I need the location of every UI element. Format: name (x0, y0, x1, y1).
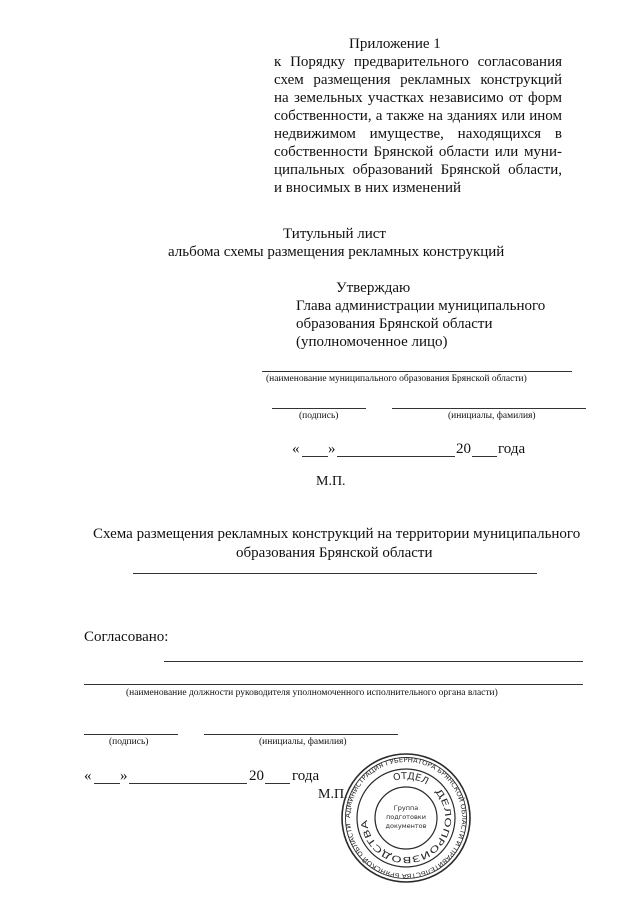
agreed-seal-place: М.П. (318, 787, 348, 802)
agreed-date-year-line (265, 783, 290, 784)
approve-line-3: (уполномоченное лицо) (296, 334, 448, 350)
agreed-name-hint: (инициалы, фамилия) (259, 737, 347, 747)
approve-signature-hint: (подпись) (299, 411, 339, 421)
appendix-line-6: собственности Брянской области или муни- (274, 144, 562, 160)
appendix-line-8: и вносимых в них изменений (274, 180, 462, 196)
approve-date-year-line (472, 456, 497, 457)
municipality-line (262, 371, 572, 372)
agreed-date-day-line (94, 783, 120, 784)
agreed-date-century: 20 (249, 768, 264, 784)
seal-inner-ring-text: ДЕЛОПРОИЗВОДСТВА (360, 787, 453, 865)
appendix-title: Приложение 1 (349, 36, 441, 52)
agreed-name-line (204, 734, 398, 735)
approve-date-day-line (302, 456, 328, 457)
approve-seal-place: М.П. (316, 474, 346, 489)
seal-inner-top-text: ОТДЕЛ (392, 770, 431, 788)
seal-ring-text: АДМИНИСТРАЦИЯ ГУБЕРНАТОРА БРЯНСКОЙ ОБЛАСТИ И ПРАВИТЕЛЬСТВА БРЯНСКОЙ ОБЛАСТИ (343, 755, 469, 881)
appendix-line-7: ципальных образований Брянской области, (274, 162, 562, 178)
seal-center-line-1: Группа (393, 804, 419, 812)
title-page-line-1: Титульный лист (283, 226, 386, 242)
approve-date-century: 20 (456, 441, 471, 457)
approve-line-1: Глава администрации муниципального (296, 298, 546, 314)
title-page-line-2: альбома схемы размещения рекламных конструкций (168, 244, 505, 260)
seal-center-line-3: документов (385, 822, 427, 830)
agreed-fill-line-1 (164, 661, 583, 662)
seal-center-line-2: подготовки (386, 813, 426, 821)
appendix-line-2: схем размещения рекламных конструкций (274, 72, 562, 88)
agreed-fill-line-2 (84, 684, 583, 685)
approve-signature-line (272, 408, 366, 409)
approve-date-mid: » (328, 441, 336, 457)
agreed-date-month-line (129, 783, 247, 784)
appendix-line-1: к Порядку предварительного согласования (274, 54, 562, 70)
approve-date-suffix: года (498, 441, 526, 457)
municipality-hint: (наименование муниципального образования Брянской области) (266, 374, 527, 384)
agreed-date-suffix: года (292, 768, 320, 784)
appendix-line-5: недвижимом имуществе, находящихся в (274, 126, 562, 142)
approve-date-month-line (337, 456, 455, 457)
approve-word: Утверждаю (336, 280, 411, 296)
appendix-line-4: собственности, а также на зданиях или ином (274, 108, 562, 124)
approve-date-open: « (292, 441, 300, 457)
appendix-line-3: на земельных участках независимо от форм (274, 90, 562, 106)
approve-name-line (392, 408, 586, 409)
approve-line-2: образования Брянской области (296, 316, 493, 332)
scheme-title-line-2: образования Брянской области (236, 545, 433, 561)
agreed-date-mid: » (120, 768, 128, 784)
agreed-label: Согласовано: (84, 629, 169, 645)
agreed-signature-line (84, 734, 178, 735)
agreed-position-hint: (наименование должности руководителя уполномоченного исполнительного органа власти) (126, 688, 498, 698)
office-seal-stamp (340, 752, 472, 884)
agreed-date-open: « (84, 768, 92, 784)
scheme-fill-line (133, 573, 537, 574)
scheme-title-line-1: Схема размещения рекламных конструкций на территории муниципального (93, 526, 581, 542)
approve-name-hint: (инициалы, фамилия) (448, 411, 536, 421)
agreed-signature-hint: (подпись) (109, 737, 149, 747)
